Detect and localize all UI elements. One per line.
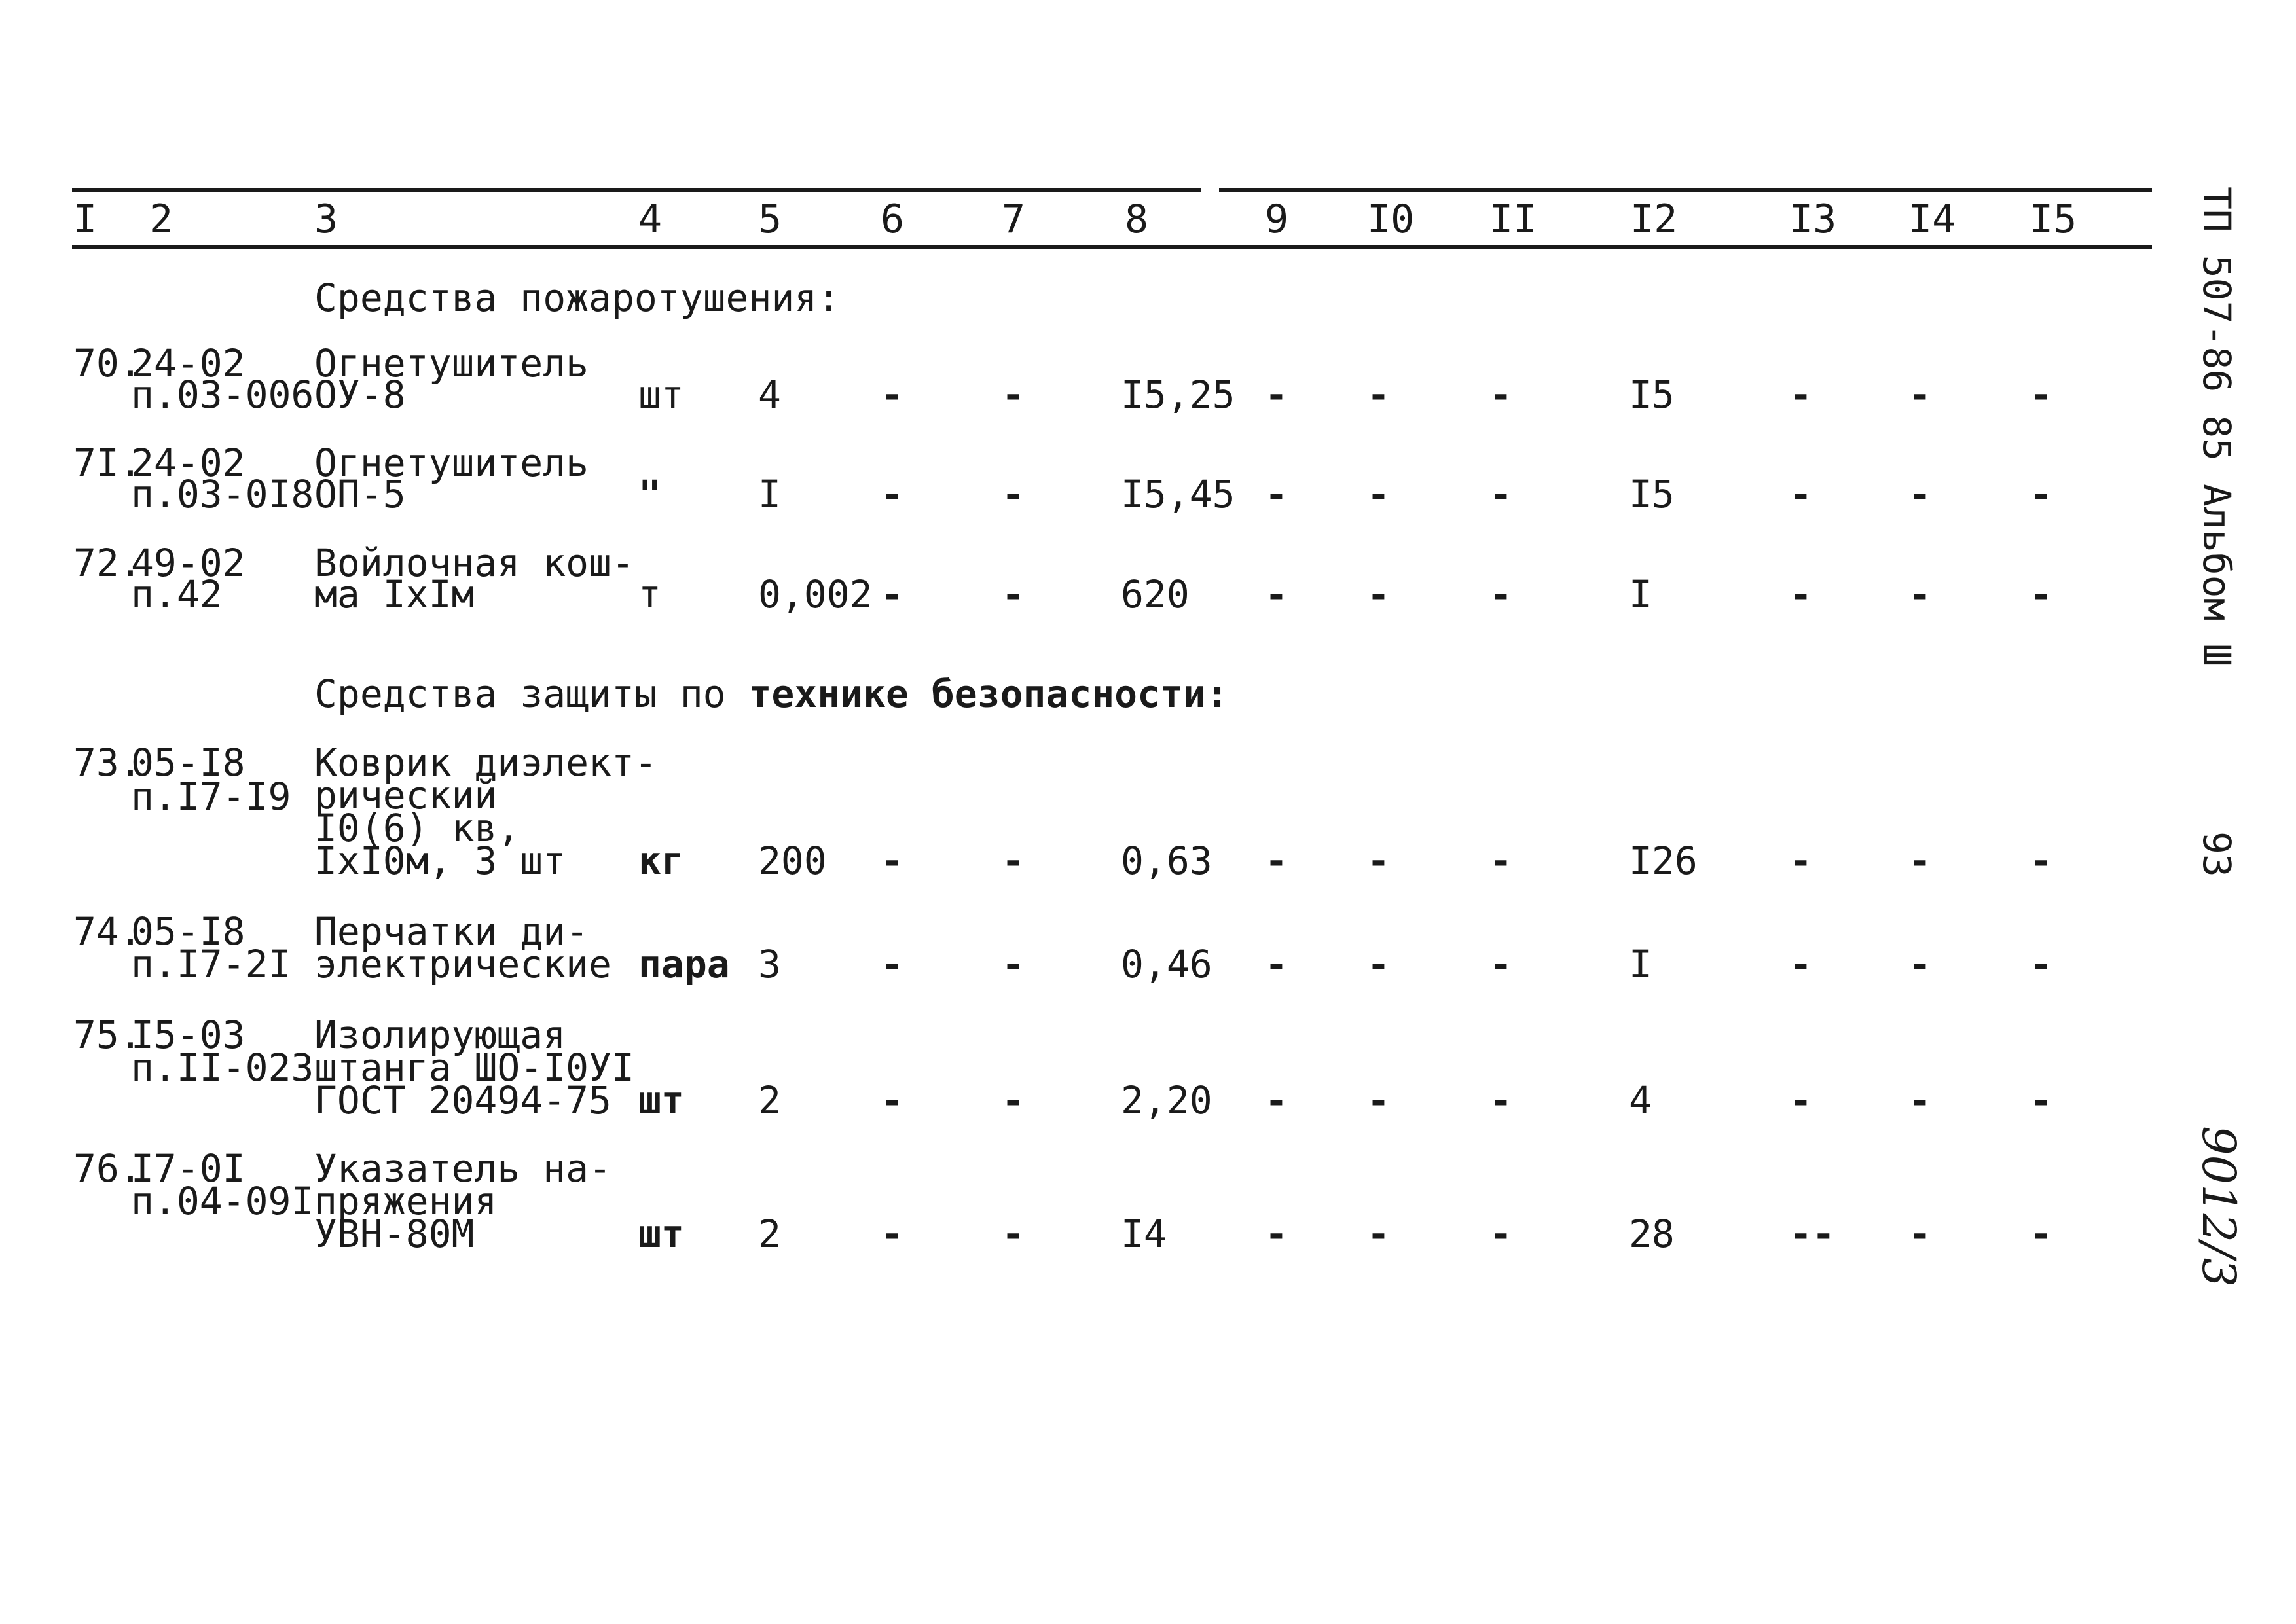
row-col14: - bbox=[1908, 942, 1931, 986]
row-col6: - bbox=[881, 472, 903, 516]
row-col11: - bbox=[1489, 1212, 1512, 1256]
row-col14: - bbox=[1908, 1212, 1931, 1256]
row-col13: -- bbox=[1789, 1212, 1835, 1256]
row-col6: - bbox=[881, 942, 903, 986]
row-col9: - bbox=[1265, 572, 1288, 617]
row-unit: т bbox=[638, 572, 661, 617]
row-qty: 200 bbox=[758, 839, 827, 883]
row-name: IxI0м, 3 шт bbox=[314, 839, 566, 883]
column-header-12: I2 bbox=[1630, 196, 1678, 242]
row-unit: шт bbox=[638, 1078, 684, 1123]
column-header-8: 8 bbox=[1125, 196, 1149, 242]
row-col12: 4 bbox=[1629, 1078, 1652, 1123]
row-col6: - bbox=[881, 839, 903, 883]
column-header-7: 7 bbox=[1002, 196, 1026, 242]
top-rule-left bbox=[72, 188, 1201, 192]
row-col10: - bbox=[1367, 372, 1390, 417]
row-ref: п.04-09I bbox=[131, 1179, 314, 1223]
row-col11: - bbox=[1489, 572, 1512, 617]
row-code: 05-I8 bbox=[131, 909, 246, 954]
row-name: Указатель на- bbox=[314, 1146, 611, 1191]
column-header-3: 3 bbox=[314, 196, 338, 242]
row-col10: - bbox=[1367, 942, 1390, 986]
row-number: 75. bbox=[73, 1013, 142, 1057]
row-name: Изолирующая bbox=[314, 1013, 566, 1057]
row-col7: - bbox=[1002, 1078, 1025, 1123]
column-header-13: I3 bbox=[1789, 196, 1837, 242]
row-number: 72. bbox=[73, 541, 142, 585]
row-col14: - bbox=[1908, 372, 1931, 417]
row-col7: - bbox=[1002, 472, 1025, 516]
row-price: I4 bbox=[1121, 1212, 1167, 1256]
row-col6: - bbox=[881, 572, 903, 617]
row-code: I5-03 bbox=[131, 1013, 246, 1057]
row-col15: - bbox=[2030, 472, 2052, 516]
column-header-10: I0 bbox=[1367, 196, 1415, 242]
row-price: I5,25 bbox=[1121, 372, 1235, 417]
row-col15: - bbox=[2030, 839, 2052, 883]
row-name: электрические bbox=[314, 942, 611, 986]
row-col10: - bbox=[1367, 1078, 1390, 1123]
row-ref: п.03-006 bbox=[131, 372, 314, 417]
row-col7: - bbox=[1002, 839, 1025, 883]
row-col10: - bbox=[1367, 1212, 1390, 1256]
margin-document-title: ТП 507-86 85 Альбом Ш bbox=[2195, 187, 2239, 667]
section-heading-safety-bold: технике безопасности: bbox=[748, 672, 1229, 716]
row-name: Огнетушитель bbox=[314, 441, 589, 485]
row-qty: 0,002 bbox=[758, 572, 873, 617]
row-name: I0(6) кв, bbox=[314, 806, 520, 850]
column-header-9: 9 bbox=[1265, 196, 1289, 242]
row-number: 74. bbox=[73, 909, 142, 954]
row-col13: - bbox=[1789, 942, 1812, 986]
row-col7: - bbox=[1002, 942, 1025, 986]
column-header-5: 5 bbox=[758, 196, 782, 242]
row-qty: 2 bbox=[758, 1078, 781, 1123]
row-col15: - bbox=[2030, 372, 2052, 417]
row-col14: - bbox=[1908, 1078, 1931, 1123]
row-col13: - bbox=[1789, 372, 1812, 417]
row-col15: - bbox=[2030, 942, 2052, 986]
row-ref: п.42 bbox=[131, 572, 223, 617]
row-col9: - bbox=[1265, 372, 1288, 417]
row-col7: - bbox=[1002, 572, 1025, 617]
section-heading-safety bbox=[314, 672, 1229, 716]
row-name: Коврик диэлект- bbox=[314, 740, 657, 785]
row-col15: - bbox=[2030, 572, 2052, 617]
row-col13: - bbox=[1789, 572, 1812, 617]
row-price: 0,46 bbox=[1121, 942, 1212, 986]
row-col7: - bbox=[1002, 372, 1025, 417]
row-qty: 2 bbox=[758, 1212, 781, 1256]
row-col12: I26 bbox=[1629, 839, 1698, 883]
section-heading-fire: Средства пожаротушения: bbox=[314, 276, 841, 320]
row-number: 7I. bbox=[73, 441, 142, 485]
row-col14: - bbox=[1908, 572, 1931, 617]
row-number: 73. bbox=[73, 740, 142, 785]
row-col7: - bbox=[1002, 1212, 1025, 1256]
row-ref: п.03-0I8 bbox=[131, 472, 314, 516]
row-col11: - bbox=[1489, 472, 1512, 516]
column-header-14: I4 bbox=[1908, 196, 1956, 242]
row-col6: - bbox=[881, 372, 903, 417]
column-header-1: I bbox=[73, 196, 98, 242]
row-number: 70. bbox=[73, 341, 142, 386]
row-price: I5,45 bbox=[1121, 472, 1235, 516]
row-col11: - bbox=[1489, 1078, 1512, 1123]
column-header-15: I5 bbox=[2030, 196, 2077, 242]
row-ref: п.I7-I9 bbox=[131, 774, 291, 819]
row-qty: 3 bbox=[758, 942, 781, 986]
row-col14: - bbox=[1908, 472, 1931, 516]
row-col15: - bbox=[2030, 1212, 2052, 1256]
row-name: Огнетушитель bbox=[314, 341, 589, 386]
row-col12: 28 bbox=[1629, 1212, 1675, 1256]
row-col9: - bbox=[1265, 942, 1288, 986]
row-col12: I bbox=[1629, 942, 1652, 986]
row-code: 49-02 bbox=[131, 541, 246, 585]
row-name: Войлочная кош- bbox=[314, 541, 634, 585]
row-unit: пара bbox=[638, 942, 730, 986]
row-name: Перчатки ди- bbox=[314, 909, 589, 954]
row-name: рический bbox=[314, 773, 498, 818]
row-unit: шт bbox=[638, 1212, 684, 1256]
row-name: пряжения bbox=[314, 1179, 498, 1223]
row-col11: - bbox=[1489, 839, 1512, 883]
row-number: 76. bbox=[73, 1146, 142, 1191]
row-ref: п.II-023 bbox=[131, 1045, 314, 1090]
row-col10: - bbox=[1367, 572, 1390, 617]
row-col9: - bbox=[1265, 1078, 1288, 1123]
row-col12: I5 bbox=[1629, 372, 1675, 417]
row-code: I7-0I bbox=[131, 1146, 246, 1191]
row-price: 620 bbox=[1121, 572, 1190, 617]
row-col12: I5 bbox=[1629, 472, 1675, 516]
row-col6: - bbox=[881, 1212, 903, 1256]
row-col13: - bbox=[1789, 839, 1812, 883]
row-qty: 4 bbox=[758, 372, 781, 417]
column-header-11: II bbox=[1489, 196, 1537, 242]
row-code: 24-02 bbox=[131, 441, 246, 485]
row-col11: - bbox=[1489, 942, 1512, 986]
row-col11: - bbox=[1489, 372, 1512, 417]
row-col9: - bbox=[1265, 1212, 1288, 1256]
row-col13: - bbox=[1789, 1078, 1812, 1123]
row-unit: кг bbox=[638, 839, 684, 883]
row-name: УВН-80М bbox=[314, 1212, 475, 1256]
row-price: 0,63 bbox=[1121, 839, 1212, 883]
row-name: ма IxIм bbox=[314, 572, 475, 617]
row-col13: - bbox=[1789, 472, 1812, 516]
row-name: штанга ШО-I0УI bbox=[314, 1045, 634, 1090]
header-underline bbox=[72, 245, 2152, 249]
row-col6: - bbox=[881, 1078, 903, 1123]
row-ref: п.I7-2I bbox=[131, 942, 291, 986]
row-unit: " bbox=[638, 472, 661, 516]
row-col9: - bbox=[1265, 472, 1288, 516]
row-unit: шт bbox=[638, 372, 684, 417]
row-col10: - bbox=[1367, 472, 1390, 516]
row-col10: - bbox=[1367, 839, 1390, 883]
row-code: 24-02 bbox=[131, 341, 246, 386]
row-col15: - bbox=[2030, 1078, 2052, 1123]
row-name: ГОСТ 20494-75 bbox=[314, 1078, 611, 1123]
row-col9: - bbox=[1265, 839, 1288, 883]
section-heading-safety-prefix: Средства защиты по bbox=[314, 672, 749, 716]
row-code: 05-I8 bbox=[131, 740, 246, 785]
row-name: ОП-5 bbox=[314, 472, 406, 516]
column-header-2: 2 bbox=[149, 196, 173, 242]
column-header-6: 6 bbox=[881, 196, 905, 242]
row-name: ОУ-8 bbox=[314, 372, 406, 417]
row-qty: I bbox=[758, 472, 781, 516]
column-header-4: 4 bbox=[638, 196, 663, 242]
row-col14: - bbox=[1908, 839, 1931, 883]
top-rule-right bbox=[1219, 188, 2152, 192]
row-price: 2,20 bbox=[1121, 1078, 1212, 1123]
row-col12: I bbox=[1629, 572, 1652, 617]
margin-handwritten-note: 9012/3 bbox=[2192, 1126, 2246, 1288]
margin-page-number: 93 bbox=[2195, 831, 2239, 877]
